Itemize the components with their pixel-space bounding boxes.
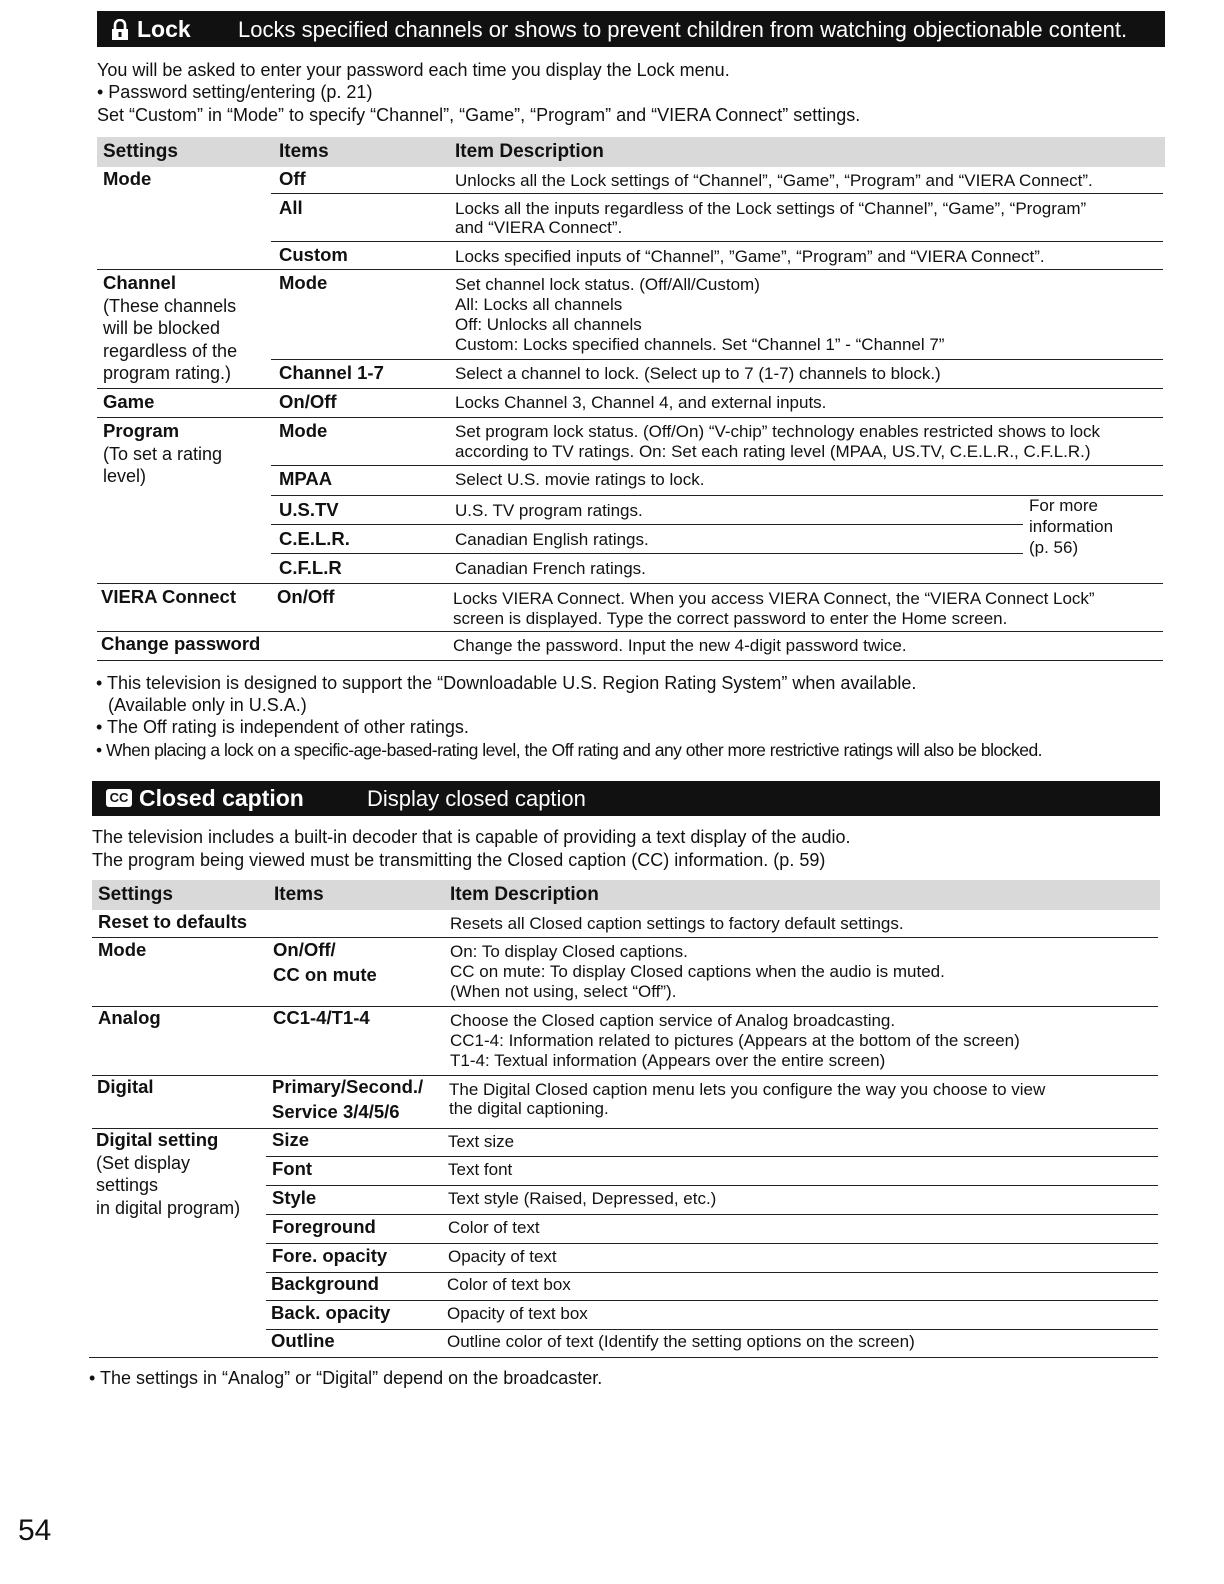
cc-font-item: Font — [272, 1158, 313, 1179]
cc-description: Display closed caption — [367, 786, 586, 811]
lock-game-item: On/Off — [279, 391, 337, 412]
lock-channel-note-3: regardless of the — [103, 341, 238, 361]
lock-viera-desc-1: Locks VIERA Connect. When you access VIERA Connect, the “VIERA Connect Lock” — [453, 589, 1095, 608]
lock-channel-setting: Channel — [103, 272, 176, 293]
lock-more-info-3: (p. 56) — [1029, 538, 1079, 557]
cc-header-settings: Settings — [98, 884, 173, 905]
cc-digital-setting-note-2: settings — [96, 1175, 159, 1195]
lock-note-2: • The Off rating is independent of other ratings. — [96, 717, 469, 737]
lock-cflr-desc: Canadian French ratings. — [455, 559, 646, 578]
lock-note-3: • When placing a lock on a specific-age-based-rating level, the Off rating and any other more restrictive ratings will also be blocked. — [96, 740, 1043, 760]
cc-digital-setting: Digital — [97, 1076, 154, 1097]
lock-icon — [111, 19, 129, 41]
lock-celr-item: C.E.L.R. — [279, 528, 350, 549]
page-number: 54 — [18, 1514, 52, 1547]
lock-table-header — [97, 137, 1165, 167]
cc-size-desc: Text size — [448, 1132, 515, 1151]
cc-title: Closed caption — [139, 785, 304, 811]
lock-off-item: Off — [279, 168, 306, 189]
cc-reset-desc: Resets all Closed caption settings to factory default settings. — [450, 914, 904, 933]
cc-analog-item: CC1-4/T1-4 — [273, 1007, 370, 1028]
cc-analog-desc-3: T1-4: Textual information (Appears over the entire screen) — [450, 1051, 886, 1070]
lock-program-note-2: level) — [103, 466, 147, 486]
cc-outline-item: Outline — [271, 1330, 335, 1351]
lock-custom-desc: Locks specified inputs of “Channel”, ”Game”, “Program” and “VIERA Connect”. — [455, 247, 1045, 266]
lock-ustv-item: U.S.TV — [279, 499, 339, 520]
lock-note-1: • This television is designed to support the “Downloadable U.S. Region Rating System” when available. — [96, 673, 917, 693]
cc-back-opacity-item: Back. opacity — [271, 1302, 391, 1323]
cc-back-opacity-desc: Opacity of text box — [447, 1304, 588, 1323]
lock-viera-desc-2: screen is displayed. Type the correct password to enter the Home screen. — [453, 609, 1008, 628]
lock-custom-item: Custom — [279, 244, 348, 265]
cc-fore-opacity-item: Fore. opacity — [272, 1245, 388, 1266]
lock-program-mode-desc-2: according to TV ratings. On: Set each rating level (MPAA, US.TV, C.E.L.R., C.F.L.R.) — [455, 442, 1091, 461]
cc-mode-desc-3: (When not using, select “Off”). — [450, 982, 677, 1001]
lock-game-setting: Game — [103, 391, 155, 412]
cc-digital-setting-note-1: (Set display — [96, 1153, 191, 1173]
cc-icon: CC — [106, 789, 132, 807]
lock-mpaa-item: MPAA — [279, 468, 333, 489]
lock-more-info-2: information — [1029, 517, 1114, 536]
lock-channel-note-4: program rating.) — [103, 363, 232, 383]
cc-analog-desc-2: CC1-4: Information related to pictures (Appears at the bottom of the screen) — [450, 1031, 1020, 1050]
cc-digital-setting-note-3: in digital program) — [96, 1198, 241, 1218]
lock-program-setting: Program — [103, 420, 180, 441]
cc-style-item: Style — [272, 1187, 317, 1208]
cc-fore-opacity-desc: Opacity of text — [448, 1247, 557, 1266]
cc-header-item-description: Item Description — [450, 884, 599, 905]
lock-description: Locks specified channels or shows to prevent children from watching objectionable content. — [238, 17, 1128, 42]
cc-section-header — [92, 781, 1160, 816]
header-settings: Settings — [103, 141, 178, 162]
cc-digital-desc-2: the digital captioning. — [449, 1099, 609, 1118]
cc-digital-setting-setting: Digital setting — [96, 1129, 219, 1150]
cc-font-desc: Text font — [448, 1160, 513, 1179]
lock-all-item: All — [279, 197, 303, 218]
cc-header-items: Items — [274, 884, 324, 905]
header-item-description: Item Description — [455, 141, 604, 162]
lock-more-info-1: For more — [1029, 496, 1098, 515]
lock-channel-note-1: (These channels — [103, 296, 237, 316]
cc-digital-item-2: Service 3/4/5/6 — [272, 1101, 400, 1122]
lock-intro-1: You will be asked to enter your password each time you display the Lock menu. — [97, 60, 730, 80]
lock-viera-setting: VIERA Connect — [101, 586, 236, 607]
lock-viera-item: On/Off — [277, 586, 335, 607]
lock-all-desc-2: and “VIERA Connect”. — [455, 218, 623, 237]
cc-analog-setting: Analog — [98, 1007, 161, 1028]
cc-foreground-desc: Color of text — [448, 1218, 540, 1237]
lock-program-mode-desc-1: Set program lock status. (Off/On) “V-chip” technology enables restricted shows to lock — [455, 422, 1101, 441]
lock-mpaa-desc: Select U.S. movie ratings to lock. — [455, 470, 705, 489]
cc-mode-setting: Mode — [98, 939, 147, 960]
cc-background-desc: Color of text box — [447, 1275, 571, 1294]
lock-channel-mode-item: Mode — [279, 272, 328, 293]
lock-mode-setting: Mode — [103, 168, 152, 189]
lock-channel-note-2: will be blocked — [103, 318, 221, 338]
cc-size-item: Size — [272, 1129, 310, 1150]
cc-background-item: Background — [271, 1273, 379, 1294]
lock-title: Lock — [137, 16, 191, 42]
lock-channel-mode-desc-4: Custom: Locks specified channels. Set “Channel 1” - “Channel 7” — [455, 335, 945, 354]
lock-password-desc: Change the password. Input the new 4-digit password twice. — [453, 636, 907, 655]
cc-foreground-item: Foreground — [272, 1216, 376, 1237]
header-items: Items — [279, 141, 329, 162]
cc-mode-item-1: On/Off/ — [273, 939, 336, 960]
cc-style-desc: Text style (Raised, Depressed, etc.) — [448, 1189, 717, 1208]
lock-channel-mode-desc-3: Off: Unlocks all channels — [455, 315, 642, 334]
cc-digital-item-1: Primary/Second./ — [272, 1076, 424, 1097]
cc-mode-desc-1: On: To display Closed captions. — [450, 942, 688, 961]
lock-channel17-item: Channel 1-7 — [279, 362, 384, 383]
cc-mode-desc-2: CC on mute: To display Closed captions when the audio is muted. — [450, 962, 945, 981]
lock-password-setting: Change password — [101, 633, 261, 654]
lock-intro-3: Set “Custom” in “Mode” to specify “Channel”, “Game”, “Program” and “VIERA Connect” settings. — [97, 105, 861, 125]
lock-intro-2: • Password setting/entering (p. 21) — [97, 82, 373, 102]
cc-reset-setting: Reset to defaults — [98, 911, 248, 932]
lock-channel-mode-desc-2: All: Locks all channels — [455, 295, 623, 314]
cc-note: • The settings in “Analog” or “Digital” depend on the broadcaster. — [89, 1368, 603, 1388]
cc-outline-desc: Outline color of text (Identify the setting options on the screen) — [447, 1332, 915, 1351]
lock-program-mode-item: Mode — [279, 420, 328, 441]
lock-all-desc-1: Locks all the inputs regardless of the Lock settings of “Channel”, “Game”, “Program” — [455, 199, 1087, 218]
lock-game-desc: Locks Channel 3, Channel 4, and external inputs. — [455, 393, 827, 412]
cc-analog-desc-1: Choose the Closed caption service of Analog broadcasting. — [450, 1011, 896, 1030]
lock-off-desc: Unlocks all the Lock settings of “Channel”, “Game”, “Program” and “VIERA Connect”. — [455, 171, 1093, 190]
lock-program-note-1: (To set a rating — [103, 444, 223, 464]
cc-intro-2: The program being viewed must be transmitting the Closed caption (CC) information. (p. 59) — [92, 850, 826, 870]
lock-channel-mode-desc-1: Set channel lock status. (Off/All/Custom) — [455, 275, 760, 294]
lock-cflr-item: C.F.L.R — [279, 557, 342, 578]
lock-ustv-desc: U.S. TV program ratings. — [455, 501, 643, 520]
cc-mode-item-2: CC on mute — [273, 964, 377, 985]
cc-table-header — [92, 880, 1160, 910]
lock-channel17-desc: Select a channel to lock. (Select up to 7 (1-7) channels to block.) — [455, 364, 941, 383]
cc-intro-1: The television includes a built-in decoder that is capable of providing a text display of the audio. — [92, 827, 851, 847]
lock-note-1b: (Available only in U.S.A.) — [108, 695, 307, 715]
lock-celr-desc: Canadian English ratings. — [455, 530, 649, 549]
cc-digital-desc-1: The Digital Closed caption menu lets you configure the way you choose to view — [449, 1080, 1046, 1099]
lock-section-header — [97, 11, 1165, 47]
